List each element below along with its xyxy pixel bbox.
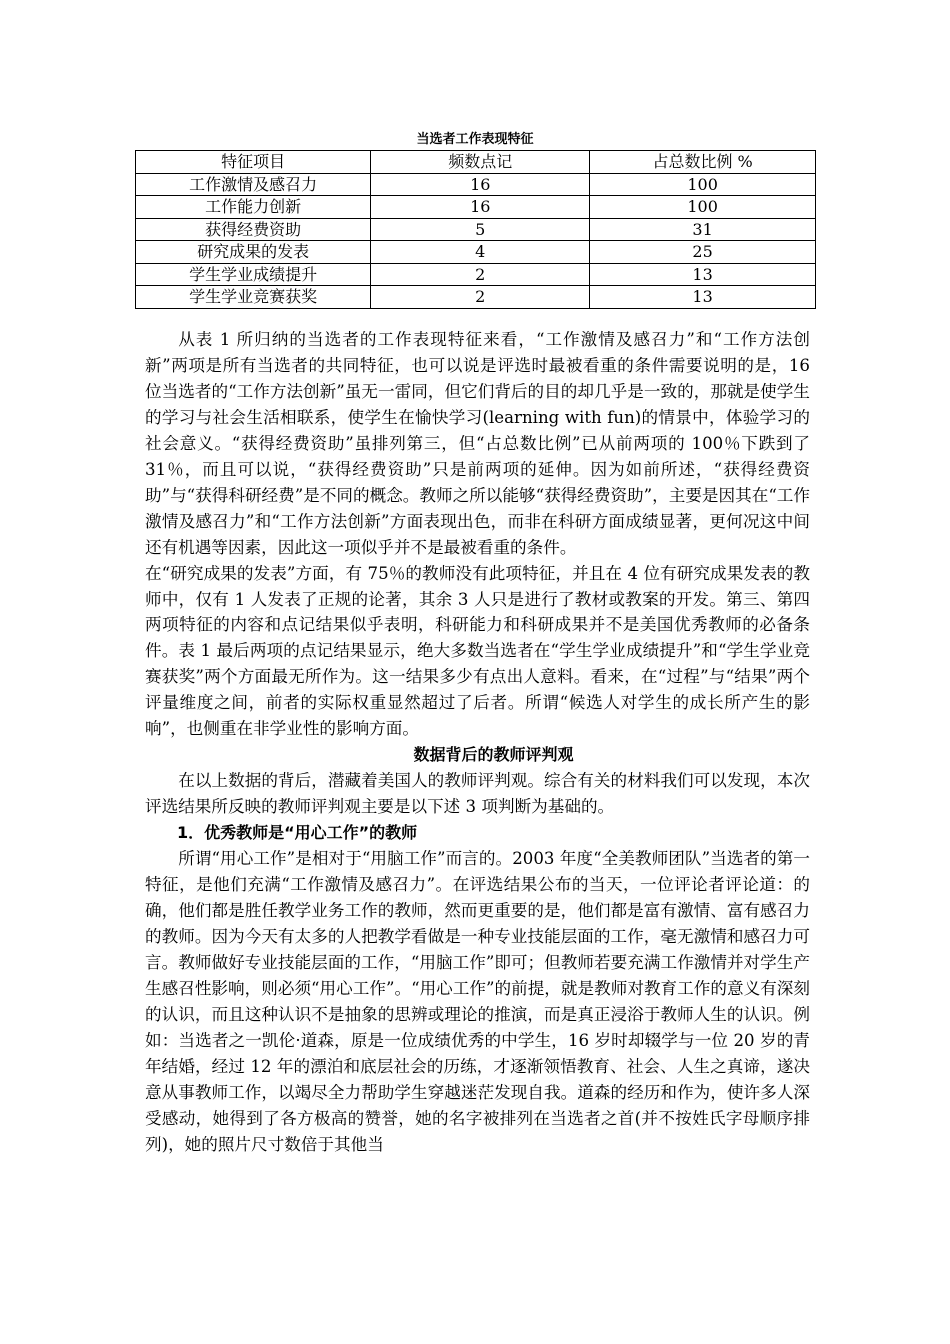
table-row [136, 218, 816, 241]
table-cell: 工作能力创新 [136, 196, 371, 219]
table-cell: 100 [590, 173, 816, 196]
table-cell: 工作激情及感召力 [136, 173, 371, 196]
table-cell: 13 [590, 286, 816, 309]
paragraph: 在“研究成果的发表”方面，有 75％的教师没有此项特征，并且在 4 位有研究成果发表的教师中，仅有 1 人发表了正规的论著，其余 3 人只是进行了教材或教案的开发。第三、第四两项特征的内容和点记结果似乎表明，科研能力和科研成果并不是美国优秀教师的必备条件。表 1 最后两项的点记结果显示，绝大多数当选者在“学生学业成绩提升”和“学生学业竞赛获奖”两个方面最无所作为。这一结果多少有点出人意料。看来，在“过程”与“结果”两个评量维度之间，前者的实际权重显然超过了后者。所谓“候选人对学生的成长所产生的影响”，也侧重在非学业性的影响方面。 [145, 563, 810, 739]
table-cell: 学生学业竞赛获奖 [136, 286, 371, 309]
table-cell: 学生学业成绩提升 [136, 263, 371, 286]
table-cell: 获得经费资助 [136, 218, 371, 241]
paragraph: 所谓“用心工作”是相对于“用脑工作”而言的。2003 年度“全美教师团队”当选者的第一特征，是他们充满“工作激情及感召力”。在评选结果公布的当天，一位评论者评论道：的确，他们都是胜任教学业务工作的教师，然而更重要的是，他们都是富有激情、富有感召力的教师。因为今天有太多的人把教学看做是一种专业技能层面的工作，毫无激情和感召力可言。教师做好专业技能层面的工作，“用脑工作”即可；但教师若要充满工作激情并对学生产生感召性影响，则必须“用心工作”。“用心工作”的前提，就是教师对教育工作的意义有深刻的认识，而且这种认识不是抽象的思辨或理论的推演，而是真正浸浴于教师人生的认识。例如：当选者之一凯伦·道森，原是一位成绩优秀的中学生，16 岁时却辍学与一位 20 岁的青年结婚，经过 12 年的漂泊和底层社会的历练，才逐渐领悟教育、社会、人生之真谛，遂决意从事教师工作，以竭尽全力帮助学生穿越迷茫发现自我。道森的经历和作为，使许多人深受感动，她得到了各方极高的赞誉，她的名字被排列在当选者之首(并不按姓氏字母顺序排列)，她的照片尺寸数倍于其他当 [145, 849, 810, 1154]
table-row [136, 196, 816, 219]
header-cell: 频数点记 [371, 151, 590, 174]
header-cell: 占总数比例 % [590, 151, 816, 174]
table-cell: 16 [371, 196, 590, 219]
table-header-row [136, 151, 816, 174]
table-cell: 2 [371, 286, 590, 309]
table-cell: 5 [371, 218, 590, 241]
table-cell: 16 [371, 173, 590, 196]
section-heading: 数据背后的教师评判观 [413, 745, 574, 765]
article-body [145, 327, 810, 1158]
stats-table [135, 150, 816, 309]
paragraph: 在以上数据的背后，潜藏着美国人的教师评判观。综合有关的材料我们可以发现，本次评选结果所反映的教师评判观主要是以下述 3 项判断为基础的。 [145, 771, 810, 817]
subsection-heading: 1．优秀教师是“用心工作”的教师 [177, 823, 418, 843]
table-cell: 13 [590, 263, 816, 286]
table-row [136, 241, 816, 264]
table-cell: 4 [371, 241, 590, 264]
table-row [136, 263, 816, 286]
table-cell: 25 [590, 241, 816, 264]
table-row [136, 173, 816, 196]
table-cell: 研究成果的发表 [136, 241, 371, 264]
table-cell: 31 [590, 218, 816, 241]
header-cell: 特征项目 [136, 151, 371, 174]
table-row [136, 286, 816, 309]
table-cell: 100 [590, 196, 816, 219]
table-cell: 2 [371, 263, 590, 286]
table-title: 当选者工作表现特征 [416, 132, 534, 147]
paragraph: 从表 1 所归纳的当选者的工作表现特征来看，“工作激情及感召力”和“工作方法创新”两项是所有当选者的共同特征，也可以说是评选时最被看重的条件需要说明的是，16 位当选者的“工作方法创新”虽无一雷同，但它们背后的目的却几乎是一致的，那就是使学生的学习与社会生活相联系，使学生在愉快学习(learning with fun)的情景中，体验学习的社会意义。“获得经费资助”虽排列第三，但“占总数比例”已从前两项的 100％下跌到了 31％，而且可以说，“获得经费资助”只是前两项的延伸。因为如前所述，“获得经费资助”与“获得科研经费”是不同的概念。教师之所以能够“获得经费资助”，主要是因其在“工作激情及感召力”和“工作方法创新”方面表现出色，而非在科研方面成绩显著，更何况这中间还有机遇等因素，因此这一项似乎并不是最被看重的条件。 [145, 330, 810, 557]
